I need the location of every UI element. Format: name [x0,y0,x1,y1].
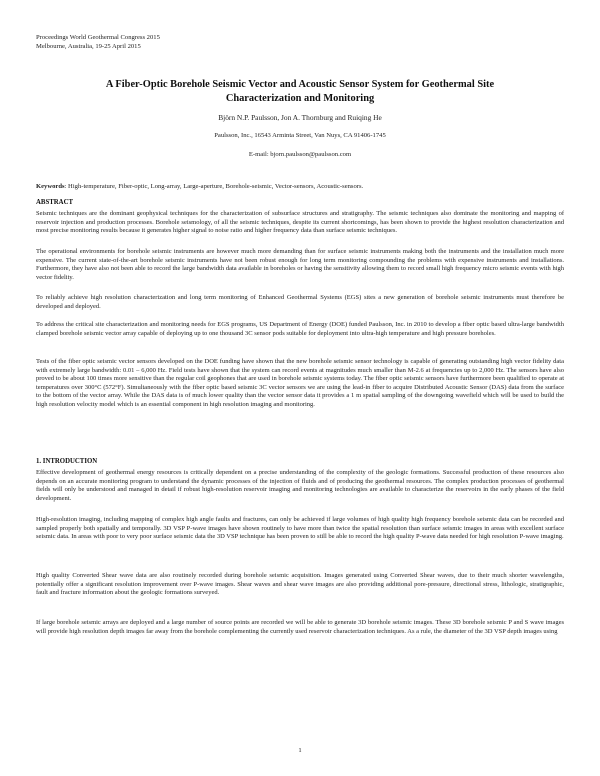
introduction-paragraph-2: High-resolution imaging, including mapping of complex high angle faults and fractures, can only be achieved if large volumes of high quality high frequency borehole seismic data can be recorded and sampled properly both spatially and temporally. 3D VSP P-wave images have shown routinely to have more than twice the spatial resolution than surface seismic images in areas with excellent surface seismic data. In areas with poor to very poor surface seismic data the 3D VSP technique has been proven to still be able to record the high quality P-wave data needed for high resolution P-wave imaging. [36,516,564,541]
abstract-paragraph-2: The operational environments for borehole seismic instruments are however much more demanding than for surface seismic instruments making both the instruments and the installation much more expensive. The current state-of-the-art borehole seismic instruments have not been robust enough for long term monitoring compounding the problems with expensive instruments and installations. Furthermore, they have also not been able to record the large bandwidth data available in boreholes or having the sensitivity allowing them to record small high frequency micro seismic events with high vector fidelity. [36,248,564,281]
title-line-1: A Fiber-Optic Borehole Seismic Vector and Acoustic Sensor System for Geothermal Site [105,79,495,90]
keywords-label: Keywords [36,183,65,190]
introduction-paragraph-4: If large borehole seismic arrays are deployed and a large number of source points are recorded we will be able to generate 3D borehole seismic images. These 3D borehole seismic P and S wave images will provide high resolution depth images far away from the borehole complementing the currently used reservoir characterization techniques. As a rule, the diameter of the 3D VSP depth images using [36,619,564,635]
running-header [36,33,160,51]
author-email: E-mail: bjorn.paulsson@paulsson.com [248,151,352,158]
abstract-heading: ABSTRACT [36,199,74,206]
abstract-paragraph-5: Tests of the fiber optic seismic vector sensors developed on the DOE funding have shown that the new borehole seismic sensor technology is capable of generating outstanding high vector fidelity data with extremely large bandwidth: 0.01 – 6,000 Hz. Field tests have shown that the system can record events at magnitudes much smaller than M-2.6 at frequencies up to 2,000 Hz. The sensors have also proved to be about 100 times more sensitive than the regular coil geophones that are used in borehole seismic systems today. The fiber optic seismic sensors have furthermore been qualified to operate at temperatures over 300°C (572°F). Simultaneously with the fiber optic based seismic 3C vector sensors we are using the lead-in fiber to acquire Distributed Acoustic Sensor (DAS) data from the surface to the bottom of the vector array. While the DAS data is of much lower quality than the vector sensor data it provides a 1 m spatial sampling of the downgoing wavefield which will be used to build the high resolution velocity model which is an essential component in high resolution imaging and monitoring. [36,358,564,408]
introduction-heading: 1. INTRODUCTION [36,458,98,465]
introduction-paragraph-3: High quality Converted Shear wave data are also routinely recorded during borehole seismic acquisition. Images generated using Converted Shear waves, due to their much shorter wavelengths, potentially offer a significant resolution improvement over P-wave images. Shear waves and shear wave images are also providing additional pore-pressure, directional stress, lithologic, stratigraphic, fault and fracture information about the geologic formations surveyed. [36,572,564,597]
abstract-paragraph-1: Seismic techniques are the dominant geophysical techniques for the characterization of subsurface structures and stratigraphy. The seismic techniques also dominate the monitoring and mapping of reservoir injection and production processes. Borehole seismology, of all the seismic techniques, despite its current shortcomings, has been shown to provide the highest resolution characterization and most precise monitoring results because it generates higher signal to noise ratio and higher frequency data than surface seismic techniques. [36,210,564,235]
paper-title [60,78,540,106]
page-number: 1 [298,747,302,754]
introduction-paragraph-1: Effective development of geothermal energy resources is critically dependent on a precise understanding of the complexity of the geologic formations. Successful production of these resources also depends on an accurate monitoring program to understand the dynamic processes of the injection of fluids and of producing the geothermal resources. The complex production processes of geothermal fields will only be understood and managed in detail if robust high-resolution reservoir imaging and monitoring technologies are available to characterize the reservoirs in the early phases of the field development. [36,469,564,502]
abstract-paragraph-3: To reliably achieve high resolution characterization and long term monitoring of Enhanced Geothermal Systems (EGS) sites a new generation of borehole seismic instruments must therefore be developed and deployed. [36,294,564,310]
header-conference: Proceedings World Geothermal Congress 2015 [36,34,160,41]
affiliation: Paulsson, Inc., 16543 Arminta Street, Van Nuys, CA 91406-1745 [214,132,386,139]
keywords-text: : High-temperature, Fiber-optic, Long-array, Large-aperture, Borehole-seismic, Vector-sensors, Acoustic-sensors. [64,183,364,190]
authors: Björn N.P. Paulsson, Jon A. Thornburg and Ruiqing He [218,113,382,122]
keywords [36,183,363,190]
abstract-paragraph-4: To address the critical site characterization and monitoring needs for EGS programs, US Department of Energy (DOE) funded Paulsson, Inc. in 2010 to develop a fiber optic based ultra-large bandwidth clamped borehole seismic vector array capable of deploying up to one thousand 3C sensor pods suitable for deployment into ultra-high temperature and high pressure boreholes. [36,321,564,337]
header-location: Melbourne, Australia, 19-25 April 2015 [36,43,141,50]
title-line-2: Characterization and Monitoring [225,93,375,104]
